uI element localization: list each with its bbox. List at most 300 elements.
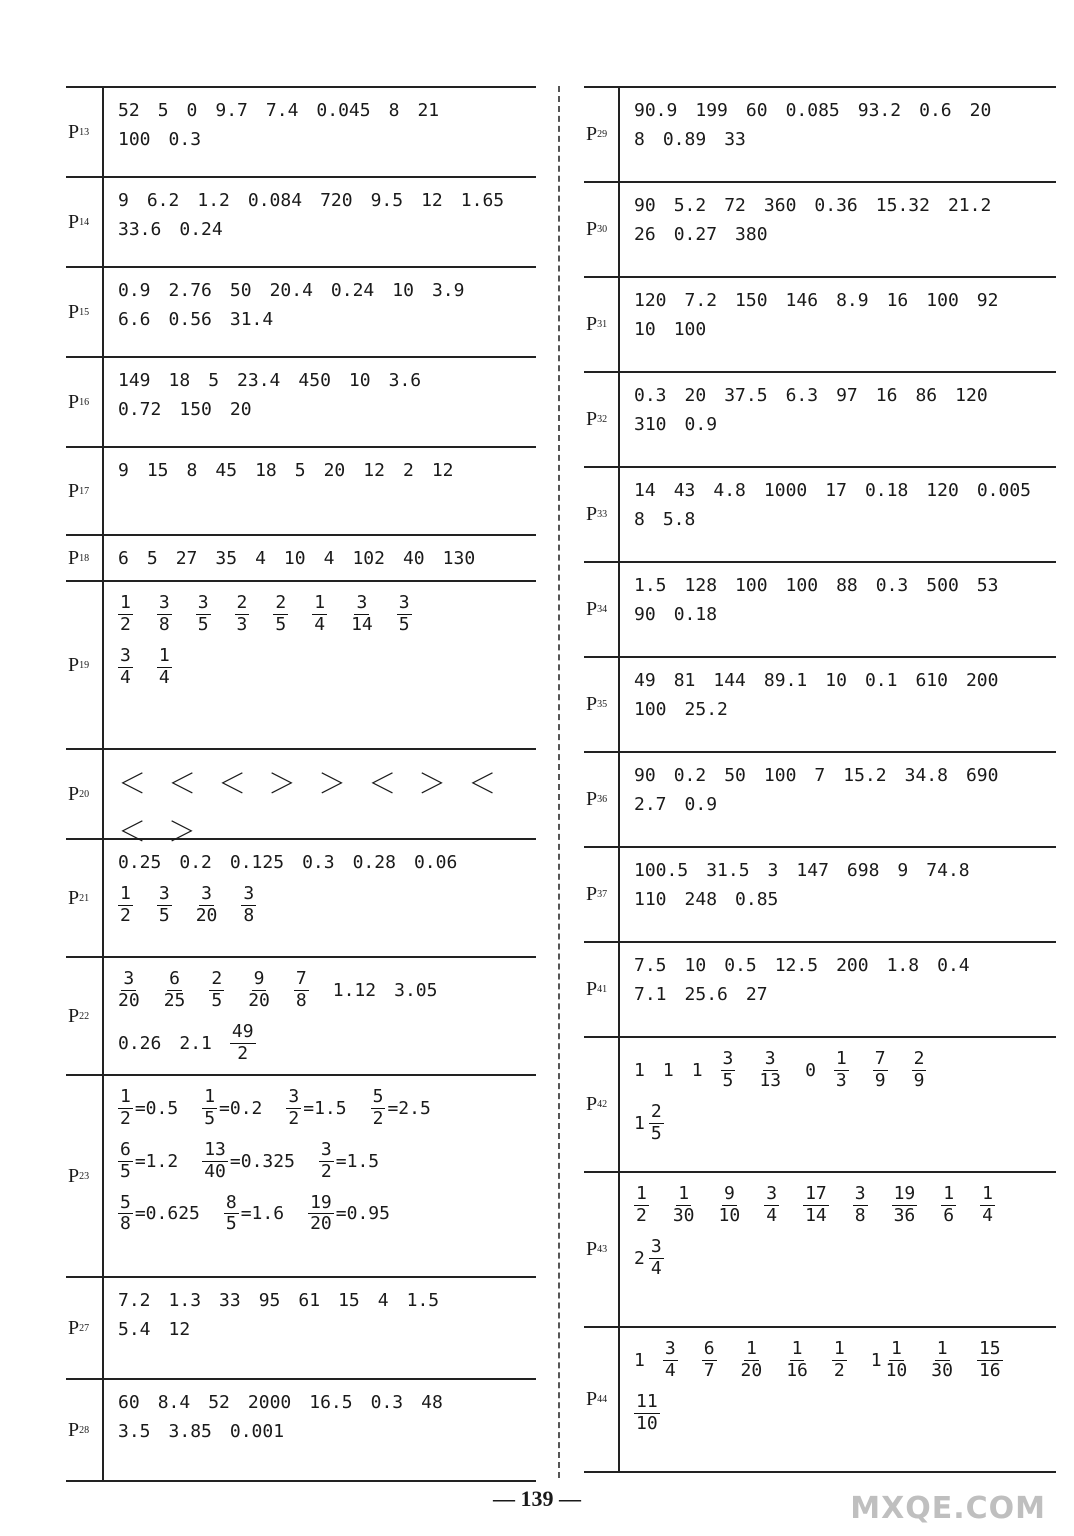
answer-value: 52 <box>208 1392 230 1413</box>
answer-value: 2.1 <box>179 1032 212 1054</box>
answer-values <box>620 943 1056 1036</box>
answer-value: 27 <box>175 548 198 569</box>
answer-values <box>620 1173 1056 1326</box>
answer-row-p17 <box>66 448 536 536</box>
page-number: — 139 — <box>493 1486 581 1511</box>
answer-value: 37.5 <box>724 385 768 406</box>
answer-value: 6.6 <box>118 309 151 330</box>
numerator: 6 <box>703 1338 715 1359</box>
numerator: 1 <box>120 883 131 904</box>
denominator: 10 <box>636 1412 658 1434</box>
answer-values <box>104 88 536 176</box>
fraction <box>741 1340 763 1381</box>
fraction <box>803 1185 829 1226</box>
answer-line <box>634 1340 1056 1381</box>
numerator: 2 <box>211 968 223 989</box>
fraction <box>786 1340 808 1381</box>
fraction <box>912 1050 927 1091</box>
page-label <box>66 750 104 838</box>
answer-value: 95 <box>258 1290 281 1311</box>
answer-value: 3.05 <box>394 979 438 1001</box>
answer-value: 5.2 <box>673 195 707 216</box>
page-label-number: 35 <box>597 699 608 710</box>
fraction-equation <box>202 1088 262 1129</box>
fraction <box>873 1050 888 1091</box>
denominator: 30 <box>931 1359 953 1381</box>
page-label <box>66 448 104 534</box>
answer-value: 102 <box>352 548 385 569</box>
answer-value: 12 <box>421 190 443 211</box>
answer-line <box>118 970 536 1011</box>
answer-value: 88 <box>836 575 858 596</box>
answer-value: 5.8 <box>662 509 696 530</box>
answer-line <box>118 100 536 121</box>
page-label-letter: P <box>68 1418 80 1441</box>
fraction <box>196 594 211 635</box>
answer-value: 43 <box>673 480 696 501</box>
answer-value: 0.005 <box>976 480 1031 501</box>
page-label-letter: P <box>586 123 598 145</box>
numerator: 3 <box>243 883 255 904</box>
answer-value: 248 <box>684 889 718 910</box>
answer-value: 100 <box>673 319 707 340</box>
page-label-number: 16 <box>79 396 90 408</box>
page-label-number: 14 <box>79 216 90 228</box>
answer-value: 12 <box>363 460 385 481</box>
denominator: 2 <box>288 1107 300 1129</box>
page-label-letter: P <box>586 883 598 905</box>
answer-value: 0.3 <box>634 385 667 406</box>
page-label-number: 27 <box>79 1322 90 1334</box>
page-label-letter: P <box>586 788 598 810</box>
page-label <box>66 1278 104 1378</box>
numerator: 49 <box>231 1020 254 1042</box>
fraction <box>118 1088 133 1129</box>
answer-value: 20 <box>229 399 252 420</box>
fraction <box>892 1185 918 1226</box>
answer-value: 7.2 <box>684 290 718 311</box>
answer-line <box>634 195 1056 216</box>
page-label-letter: P <box>586 1238 598 1260</box>
answer-value: 0 <box>186 100 198 121</box>
answer-value: 100 <box>118 129 151 150</box>
answer-value: 0.06 <box>413 852 458 873</box>
answer-value: 0.24 <box>330 280 375 301</box>
fraction <box>118 970 140 1011</box>
page-label-number: 31 <box>597 319 608 330</box>
answer-line <box>634 224 1056 245</box>
page-label-letter: P <box>68 653 80 676</box>
page-label-number: 34 <box>597 604 608 615</box>
answer-line <box>118 852 536 873</box>
denominator: 2 <box>237 1042 249 1064</box>
fraction <box>721 1050 736 1091</box>
answer-value: 100.5 <box>634 860 689 881</box>
answer-value: 0.3 <box>370 1392 404 1413</box>
answer-value: 15.32 <box>875 195 930 216</box>
page-label-letter: P <box>68 1164 80 1187</box>
answer-value: 50 <box>724 765 746 786</box>
numerator: 7 <box>874 1048 886 1069</box>
fraction <box>118 644 133 688</box>
equation-result: =0.325 <box>229 1150 295 1172</box>
page-label-letter: P <box>68 782 80 805</box>
denominator: 4 <box>158 666 170 688</box>
answer-value: 72 <box>724 195 746 216</box>
page-label-letter: P <box>68 120 80 143</box>
numerator: 3 <box>356 592 368 613</box>
fraction <box>286 1088 301 1129</box>
answer-value: 23.4 <box>237 370 281 391</box>
numerator: 3 <box>764 1048 776 1069</box>
answer-value: 26 <box>634 224 656 245</box>
whole-part: 1 <box>634 1112 645 1134</box>
page-label-number: 22 <box>79 1010 90 1022</box>
page-label-number: 30 <box>597 224 608 235</box>
answer-value: 16.5 <box>309 1392 353 1413</box>
answer-line <box>634 1390 1056 1434</box>
answer-value: 9.5 <box>370 190 404 211</box>
page-label <box>66 1076 104 1276</box>
answer-line <box>634 290 1056 311</box>
answer-value: 52 <box>118 100 140 121</box>
page-label <box>584 563 620 656</box>
answer-line <box>634 860 1056 881</box>
denominator: 20 <box>740 1359 763 1381</box>
answer-line <box>118 460 536 481</box>
fraction <box>230 1020 256 1064</box>
greater-than-symbol: ＞ <box>168 815 197 848</box>
answer-value: 310 <box>634 414 667 435</box>
denominator: 5 <box>158 904 170 926</box>
page-label <box>584 848 620 941</box>
mixed-number <box>871 1340 908 1381</box>
answer-value: 60 <box>745 100 768 121</box>
left-answer-table <box>66 86 536 1482</box>
denominator: 4 <box>120 666 131 688</box>
denominator: 8 <box>854 1204 866 1226</box>
answer-values <box>104 840 536 956</box>
answer-value: 21.2 <box>947 195 992 216</box>
answer-value: 7 <box>814 765 826 786</box>
answer-value: 1.5 <box>406 1290 440 1311</box>
answer-value: 8.9 <box>836 290 869 311</box>
answer-value: 100 <box>926 290 959 311</box>
answer-value: 3.6 <box>388 370 422 391</box>
answer-line <box>118 1290 536 1311</box>
answer-line <box>634 604 1056 625</box>
answer-line <box>118 885 536 926</box>
answer-value: 25.2 <box>684 699 728 720</box>
denominator: 10 <box>885 1359 908 1381</box>
numerator: 19 <box>893 1183 916 1204</box>
page-label-letter: P <box>586 313 598 335</box>
page-label-number: 29 <box>597 129 608 140</box>
fraction <box>157 885 172 926</box>
fraction <box>294 970 309 1011</box>
page-label <box>66 958 104 1074</box>
answer-line <box>634 1050 1056 1091</box>
answer-values <box>104 750 536 848</box>
answer-value: 5 <box>146 548 158 569</box>
answer-value: 380 <box>735 224 768 245</box>
numerator: 3 <box>123 968 135 989</box>
answer-value: 81 <box>673 670 696 691</box>
answer-value: 40 <box>402 548 425 569</box>
greater-than-symbol: ＞ <box>268 767 297 800</box>
less-than-symbol: ＜ <box>118 767 147 800</box>
page-label <box>66 1380 104 1480</box>
answer-value: 0.72 <box>118 399 162 420</box>
answer-values <box>620 88 1056 181</box>
numerator: 3 <box>158 883 170 904</box>
page-label-letter: P <box>586 218 598 240</box>
page-label <box>584 1038 620 1171</box>
fraction <box>673 1185 695 1226</box>
answer-row-p30 <box>584 183 1056 278</box>
page-label-letter: P <box>586 598 598 620</box>
fraction <box>157 594 172 635</box>
equation-result: =1.5 <box>335 1150 380 1172</box>
numerator: 1 <box>120 592 131 613</box>
less-than-symbol: ＜ <box>468 767 497 800</box>
page-label-letter: P <box>586 978 598 1000</box>
answer-line <box>634 414 1056 435</box>
answer-value: 1 <box>634 1349 645 1371</box>
fraction <box>248 970 270 1011</box>
answer-row-p15 <box>66 268 536 358</box>
answer-value: 16 <box>875 385 898 406</box>
page-label <box>584 1173 620 1326</box>
answer-value: 74.8 <box>926 860 970 881</box>
denominator: 14 <box>351 613 373 635</box>
numerator: 1 <box>982 1183 993 1204</box>
answer-value: 9 <box>118 190 129 211</box>
equation-result: =1.2 <box>134 1150 179 1172</box>
answer-row-p42 <box>584 1038 1056 1173</box>
denominator: 8 <box>158 613 170 635</box>
answer-value: 5 <box>208 370 220 391</box>
fraction <box>118 885 133 926</box>
denominator: 2 <box>120 1107 131 1129</box>
fraction <box>931 1340 953 1381</box>
fraction-equation <box>319 1138 380 1182</box>
answer-value: 45 <box>215 460 238 481</box>
denominator: 2 <box>833 1359 845 1381</box>
answer-value: 2 <box>402 460 414 481</box>
answer-value: 0.56 <box>168 309 212 330</box>
answer-value: 100 <box>785 575 819 596</box>
watermark-logo: MXQE.COM <box>850 1491 1046 1526</box>
denominator: 9 <box>874 1069 886 1091</box>
answer-value: 0.085 <box>785 100 840 121</box>
answer-value: 60 <box>118 1392 140 1413</box>
answer-values <box>104 536 536 580</box>
less-than-symbol: ＜ <box>168 767 197 800</box>
denominator: 25 <box>163 989 186 1011</box>
denominator: 4 <box>982 1204 993 1226</box>
numerator: 1 <box>678 1183 690 1204</box>
whole-part: 1 <box>870 1349 882 1371</box>
answer-value: 120 <box>634 290 667 311</box>
numerator: 3 <box>664 1338 676 1359</box>
fraction-equation <box>308 1191 390 1235</box>
answer-line <box>634 385 1056 406</box>
answer-value: 0.27 <box>673 224 718 245</box>
fraction <box>241 885 256 926</box>
answer-value: 128 <box>684 575 718 596</box>
equation-result: =1.6 <box>240 1203 285 1225</box>
answer-value: 2000 <box>247 1392 292 1413</box>
fraction <box>196 885 218 926</box>
fraction <box>649 1235 664 1279</box>
answer-value: 2.76 <box>168 280 212 301</box>
page-label-number: 32 <box>597 414 608 425</box>
page-label-number: 43 <box>597 1244 608 1255</box>
answer-value: 20 <box>684 385 707 406</box>
answer-line <box>118 399 536 420</box>
page-label-letter: P <box>586 693 598 715</box>
page-label <box>66 582 104 748</box>
answer-value: 10 <box>684 955 707 976</box>
whole-part: 2 <box>634 1247 645 1269</box>
answer-value: 20.4 <box>269 280 313 301</box>
greater-than-symbol: ＞ <box>318 767 347 800</box>
answer-row-p35 <box>584 658 1056 753</box>
answer-line <box>634 1235 1056 1279</box>
answer-value: 97 <box>836 385 858 406</box>
denominator: 20 <box>248 989 270 1011</box>
answer-line <box>118 548 536 569</box>
mixed-number <box>634 1235 664 1279</box>
answer-line <box>118 762 536 802</box>
page-label <box>66 88 104 176</box>
denominator: 7 <box>703 1359 715 1381</box>
denominator: 5 <box>211 989 223 1011</box>
numerator: 1 <box>636 1183 647 1204</box>
page-label-number: 42 <box>597 1099 608 1110</box>
fraction <box>312 594 327 635</box>
fraction <box>164 970 186 1011</box>
answer-line <box>118 1421 536 1442</box>
page-label <box>66 358 104 446</box>
answer-value: 8 <box>186 460 198 481</box>
answer-row-p19 <box>66 582 536 750</box>
answer-value: 5 <box>157 100 169 121</box>
denominator: 3 <box>835 1069 847 1091</box>
equation-result: =2.5 <box>387 1097 431 1119</box>
answer-value: 0.9 <box>118 280 151 301</box>
denominator: 20 <box>118 989 140 1011</box>
denominator: 4 <box>650 1257 662 1279</box>
answer-values <box>620 1038 1056 1171</box>
answer-value: 3 <box>767 860 779 881</box>
denominator: 5 <box>197 613 209 635</box>
page-label-number: 37 <box>597 889 608 900</box>
answer-line <box>118 644 536 688</box>
answer-value: 0.18 <box>864 480 909 501</box>
denominator: 8 <box>243 904 255 926</box>
answer-value: 200 <box>965 670 999 691</box>
fraction <box>764 1185 779 1226</box>
answer-value: 0.9 <box>684 794 718 815</box>
answer-value: 144 <box>713 670 746 691</box>
answer-value: 4 <box>377 1290 389 1311</box>
fraction <box>202 1138 228 1182</box>
answer-value: 7.1 <box>634 984 667 1005</box>
numerator: 5 <box>120 1191 131 1213</box>
right-answer-table <box>584 86 1056 1473</box>
numerator: 1 <box>791 1338 803 1359</box>
fraction <box>832 1340 847 1381</box>
answer-value: 1.5 <box>634 575 667 596</box>
denominator: 16 <box>978 1359 1001 1381</box>
answer-values <box>104 178 536 266</box>
answer-row-p33 <box>584 468 1056 563</box>
answer-line <box>634 984 1056 1005</box>
answer-value: 31.4 <box>229 309 274 330</box>
answer-line <box>118 280 536 301</box>
fraction <box>319 1138 334 1182</box>
answer-value: 10 <box>392 280 414 301</box>
answer-value: 90 <box>634 195 656 216</box>
fraction <box>351 594 373 635</box>
page-label-number: 28 <box>79 1424 90 1436</box>
answer-value: 1.65 <box>460 190 505 211</box>
answer-values <box>620 563 1056 656</box>
answer-value: 3.9 <box>431 280 465 301</box>
answer-value: 100 <box>735 575 768 596</box>
answer-values <box>620 1328 1056 1471</box>
answer-value: 0.18 <box>673 604 718 625</box>
equation-result: =0.2 <box>219 1097 263 1119</box>
answer-line <box>634 1185 1056 1226</box>
numerator: 7 <box>295 968 307 989</box>
answer-value: 0.6 <box>919 100 952 121</box>
answer-value: 0.89 <box>662 129 707 150</box>
page-label-letter: P <box>586 408 598 430</box>
numerator: 5 <box>372 1086 384 1107</box>
denominator: 3 <box>236 613 248 635</box>
column-divider <box>558 86 560 1478</box>
answer-value: 0.25 <box>118 852 162 873</box>
answer-line <box>634 670 1056 691</box>
answer-value: 199 <box>695 100 728 121</box>
answer-row-p27 <box>66 1278 536 1380</box>
greater-than-symbol: ＞ <box>418 767 447 800</box>
answer-value: 15.2 <box>843 765 887 786</box>
answer-values <box>104 358 536 446</box>
answer-value: 31.5 <box>706 860 750 881</box>
denominator: 5 <box>225 1213 237 1235</box>
page-label-number: 15 <box>79 306 90 318</box>
denominator: 20 <box>310 1213 332 1235</box>
page-label-number: 13 <box>79 126 90 138</box>
answer-value: 61 <box>298 1290 321 1311</box>
answer-row-p34 <box>584 563 1056 658</box>
answer-value: 0.9 <box>684 414 718 435</box>
answer-value: 120 <box>926 480 959 501</box>
answer-line <box>634 765 1056 786</box>
answer-value: 33 <box>724 129 746 150</box>
answer-value: 6.3 <box>785 385 819 406</box>
answer-line <box>118 1138 536 1182</box>
answer-value: 12 <box>431 460 454 481</box>
page-label-number: 19 <box>79 659 90 671</box>
answer-row-p29 <box>584 88 1056 183</box>
numerator: 1 <box>204 1086 216 1107</box>
denominator: 5 <box>650 1122 662 1144</box>
